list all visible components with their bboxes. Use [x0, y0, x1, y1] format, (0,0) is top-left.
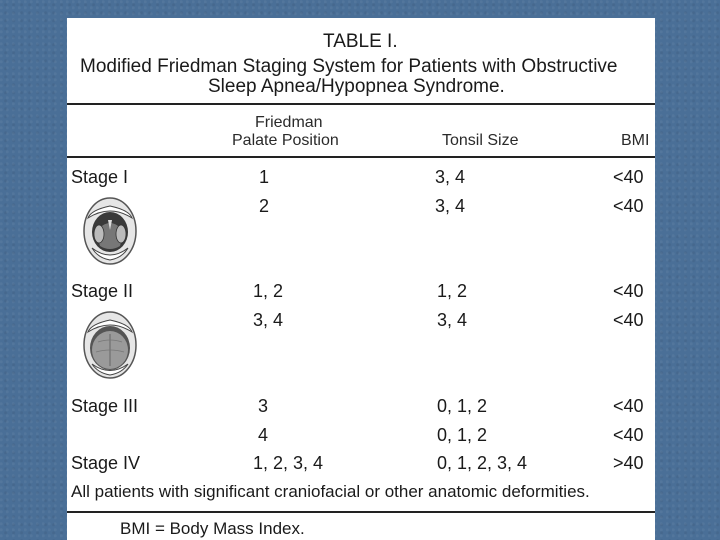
table-label: TABLE I.: [323, 31, 398, 52]
top-rule: [67, 103, 655, 105]
row-palate: 1, 2: [253, 281, 284, 301]
mouth-tongue-icon: [82, 310, 138, 380]
header-rule: [67, 156, 655, 158]
row-tonsil: 0, 1, 2: [437, 396, 488, 416]
mouth-open-tonsils-icon: [82, 196, 138, 266]
row-tonsil: 0, 1, 2, 3, 4: [437, 453, 528, 473]
row-tonsil: 3, 4: [435, 167, 466, 187]
row-bmi: <40: [613, 396, 644, 416]
row-stage: Stage I: [71, 167, 129, 187]
header-palate-line1: Friedman: [255, 114, 323, 131]
row-stage: Stage III: [71, 396, 139, 416]
row-tonsil: 3, 4: [437, 310, 468, 330]
row-tonsil: 0, 1, 2: [437, 425, 488, 445]
row-palate: 1: [259, 167, 270, 187]
row-bmi: <40: [613, 196, 644, 216]
table-document: [67, 18, 655, 540]
header-palate-line2: Palate Position: [232, 132, 339, 149]
row-palate: 1, 2, 3, 4: [253, 453, 324, 473]
row-tonsil: 3, 4: [435, 196, 466, 216]
row-tonsil: 1, 2: [437, 281, 468, 301]
row-palate: 3, 4: [253, 310, 284, 330]
row-palate: 4: [258, 425, 269, 445]
row-palate: 3: [258, 396, 269, 416]
row-stage: Stage II: [71, 281, 134, 301]
header-bmi: BMI: [621, 132, 650, 149]
row-bmi: <40: [613, 281, 644, 301]
row-bmi: >40: [613, 453, 644, 473]
row-bmi: <40: [613, 310, 644, 330]
table-title: Modified Friedman Staging System for Patients with Obstructive: [80, 56, 618, 77]
row-bmi: <40: [613, 425, 644, 445]
bottom-rule: [67, 511, 655, 513]
row-stage: Stage IV: [71, 453, 141, 473]
header-tonsil-size: Tonsil Size: [442, 132, 519, 149]
table-note: All patients with significant craniofacial or other anatomic deformities.: [71, 482, 590, 501]
table-title-continued: Sleep Apnea/Hypopnea Syndrome.: [208, 76, 505, 97]
row-palate: 2: [259, 196, 270, 216]
footnote: BMI = Body Mass Index.: [120, 519, 305, 538]
row-bmi: <40: [613, 167, 644, 187]
